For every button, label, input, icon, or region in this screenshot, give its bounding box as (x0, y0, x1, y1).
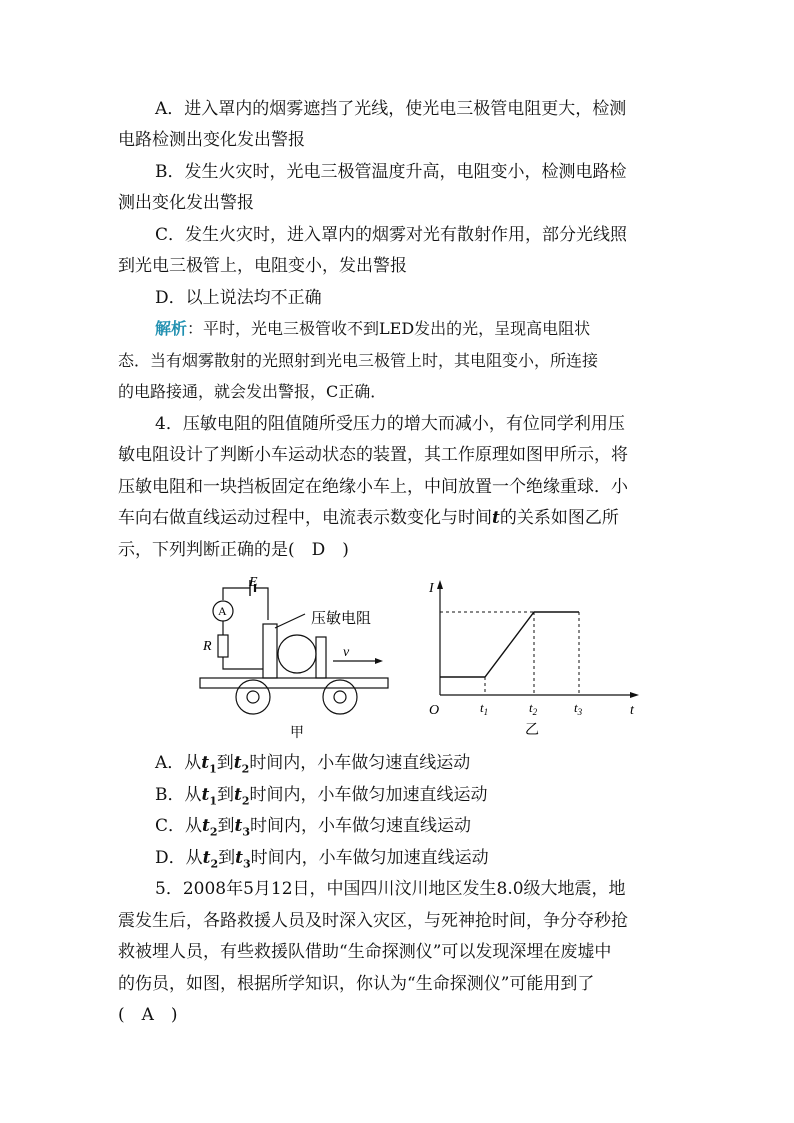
q4-stem-line4 (118, 507, 619, 529)
resistor-label: R (203, 639, 212, 654)
q4-option-c: C．从$t_2$到$t_3$时间内，小车做匀速直线运动 (155, 816, 472, 839)
q3-analysis-line1 (155, 318, 590, 340)
stem-text: 的关系如图乙所 (499, 508, 619, 528)
q3-analysis-line2: 态．当有烟雾散射的光照射到光电三极管上时，其电阻变小，所连接 (118, 351, 599, 370)
q3-option-b-line1: B．发生火灾时，光电三极管温度升高，电阻变小，检测电路检 (155, 162, 627, 182)
velocity-label: v (343, 645, 350, 660)
pressure-sensor-icon (263, 624, 277, 678)
q5-line3: 救被埋人员，有些救援队借助“生命探测仪”可以发现深埋在废墟中 (118, 942, 612, 962)
baffle-icon (316, 637, 326, 678)
q4-option-d: D．从$t_2$到$t_3$时间内，小车做匀加速直线运动 (155, 848, 489, 871)
q4-option-a: A．从$t_1$到$t_2$时间内，小车做匀速直线运动 (155, 753, 471, 776)
q4-stem-line2: 敏电阻设计了判断小车运动状态的装置，其工作原理如图甲所示，将 (118, 445, 628, 465)
current-curve (440, 612, 579, 677)
battery-label: E (249, 575, 258, 590)
q3-option-d: D．以上说法均不正确 (155, 288, 322, 308)
q3-option-a-line2: 电路检测出变化发出警报 (118, 130, 305, 150)
y-axis-label: I (429, 581, 434, 596)
figure-yi-caption: 乙 (525, 723, 539, 738)
origin-label: O (429, 703, 440, 718)
stem-text: 车向右做直线运动过程中，电流表示数变化与时间 (118, 508, 492, 528)
figure-yi-graph (422, 572, 647, 742)
q5-line2: 震发生后，各路救援人员及时深入灾区，与死神抢时间，争分夺秒抢 (118, 911, 628, 931)
analysis-label: 解析 (155, 319, 188, 338)
wheel-icon (236, 680, 270, 714)
wheel-icon (323, 680, 357, 714)
q4-option-b: B．从$t_1$到$t_2$时间内，小车做匀加速直线运动 (155, 785, 488, 808)
pressure-sensor-label: 压敏电阻 (311, 611, 372, 627)
figure-jia-caption: 甲 (290, 726, 304, 741)
q5-line4: 的伤员，如图，根据所学知识，你认为“生命探测仪”可能用到了 (118, 974, 595, 994)
q3-option-c-line2: 到光电三极管上，电阻变小，发出警报 (118, 256, 407, 276)
q3-analysis-line3: 的电路接通，就会发出警报，C正确． (118, 382, 387, 401)
var-t: t (492, 508, 500, 528)
q4-stem-line5: 示，下列判断正确的是( D ) (118, 540, 349, 560)
q3-option-c-line1: C．发生火灾时，进入罩内的烟雾对光有散射作用，部分光线照 (155, 225, 628, 245)
figure-jia-circuit (195, 572, 395, 742)
resistor-icon (218, 635, 228, 657)
q3-option-a-line1: A．进入罩内的烟雾遮挡了光线，使光电三极管电阻更大，检测 (155, 99, 627, 119)
q5-line5: ( A ) (118, 1005, 178, 1025)
tick-t2: $t_2$ (529, 700, 538, 717)
q4-stem-line3: 压敏电阻和一块挡板固定在绝缘小车上，中间放置一个绝缘重球．小 (118, 477, 628, 497)
ball-icon (278, 635, 316, 673)
cart-body (200, 678, 388, 688)
q4-stem-line1: 4．压敏电阻的阻值随所受压力的增大而减小，有位同学利用压 (155, 414, 625, 434)
q5-line1: 5．2008年5月12日，中国四川汶川地区发生8.0级大地震，地 (155, 879, 626, 899)
x-axis-label: t (630, 703, 634, 718)
tick-t3: $t_3$ (574, 700, 583, 717)
analysis-text: ：平时，光电三极管收不到LED发出的光，呈现高电阻状 (187, 319, 591, 338)
tick-t1: $t_1$ (480, 700, 489, 717)
ammeter-label: A (218, 604, 227, 618)
q3-option-b-line2: 测出变化发出警报 (118, 193, 254, 213)
